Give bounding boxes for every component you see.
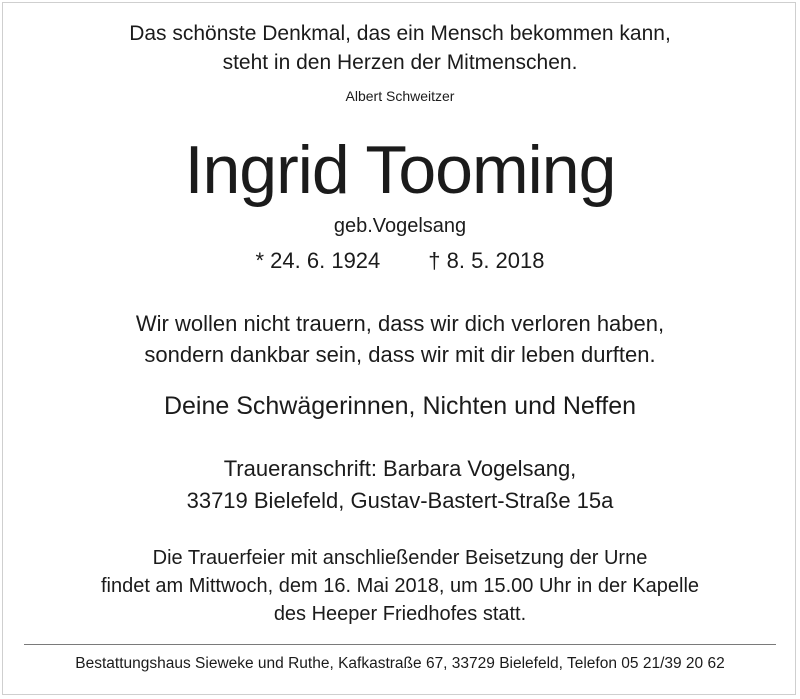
life-dates	[0, 248, 800, 274]
deceased-name: Ingrid Tooming	[184, 132, 616, 208]
footer-divider	[24, 644, 776, 645]
death-date: † 8. 5. 2018	[428, 248, 545, 273]
ceremony-line-1: Die Trauerfeier mit anschließender Beisetzung der Urne	[152, 547, 648, 569]
funeral-home-footer: Bestattungshaus Sieweke und Ruthe, Kafkastraße 67, 33729 Bielefeld, Telefon 05 21/39 20 62	[75, 655, 725, 672]
quote-author: Albert Schweitzer	[345, 88, 455, 104]
ceremony-line-2: findet am Mittwoch, dem 16. Mai 2018, um 15.00 Uhr in der Kapelle	[100, 575, 700, 597]
mourners-line: Deine Schwägerinnen, Nichten und Neffen	[163, 392, 637, 420]
verse-line-1: Wir wollen nicht trauern, dass wir dich verloren haben,	[135, 311, 665, 336]
address-line-2: 33719 Bielefeld, Gustav-Bastert-Straße 15a	[186, 488, 614, 513]
address-line-1: Traueranschrift: Barbara Vogelsang,	[223, 456, 577, 481]
verse-line-2: sondern dankbar sein, dass wir mit dir leben durften.	[144, 342, 656, 367]
birth-date: * 24. 6. 1924	[255, 248, 381, 273]
birth-name: geb.Vogelsang	[333, 215, 467, 237]
ceremony-line-3: des Heeper Friedhofes statt.	[273, 603, 527, 625]
quote-line-2: steht in den Herzen der Mitmenschen.	[222, 51, 578, 74]
quote-line-1: Das schönste Denkmal, das ein Mensch bekommen kann,	[129, 22, 671, 45]
